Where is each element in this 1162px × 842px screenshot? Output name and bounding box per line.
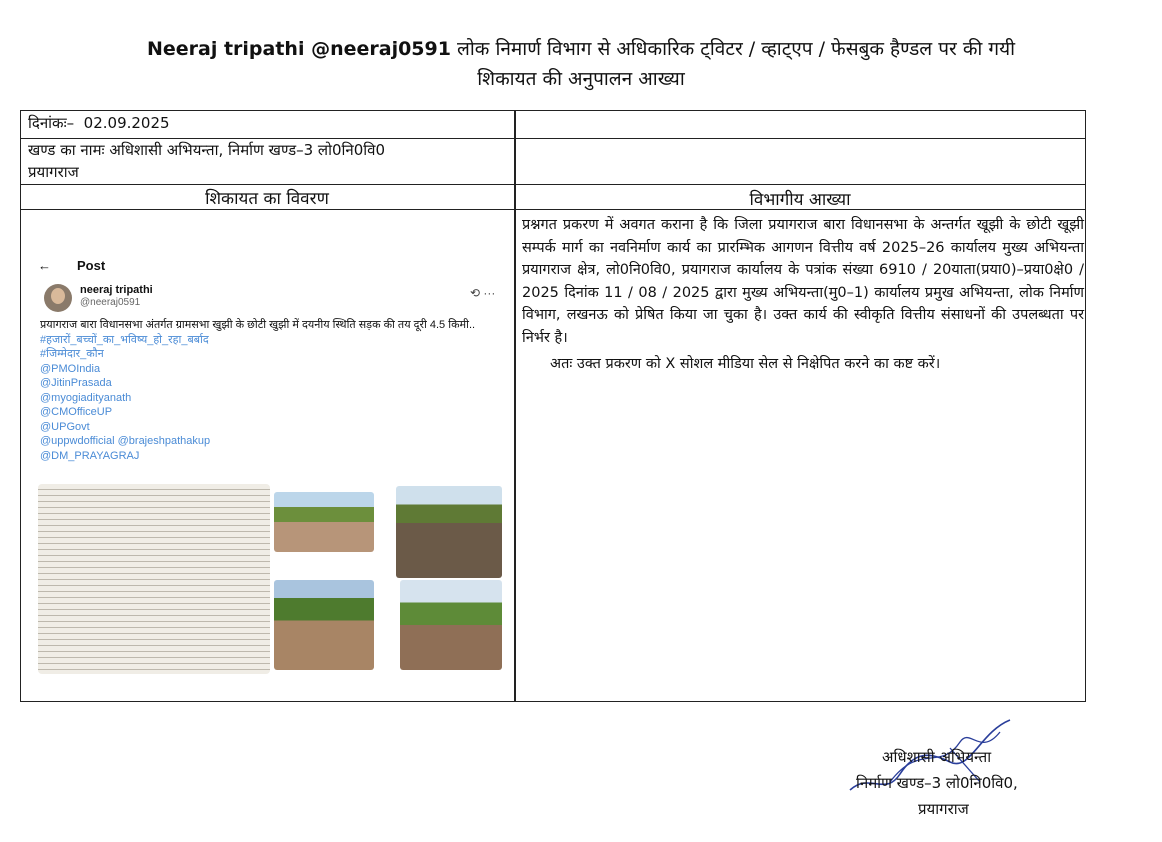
title-line-1: Neeraj tripathi @neeraj0591 लोक निमार्ण विभाग से अधिकारिक ट्विटर / व्हाट्एप / फेसबुक हैण्डल पर की गयी [146, 38, 1016, 60]
complaint-details-header: शिकायत का विवरण [205, 189, 329, 209]
document-title [40, 34, 1122, 94]
signatory-division: निर्माण खण्ड–3 लो0नि0वि0, [856, 774, 1018, 792]
tweet-tag: @PMOIndia [40, 362, 101, 375]
row-divider [20, 184, 1086, 185]
tweet-tag: #जिम्मेदार_कौन [40, 348, 104, 360]
tweet-tag: @DM_PRAYAGRAJ [40, 449, 140, 462]
avatar [44, 284, 72, 312]
letter-image [38, 484, 270, 674]
signature-block [820, 744, 1090, 822]
back-arrow-icon: ← [38, 258, 51, 273]
road-photo [274, 492, 374, 552]
road-photo [400, 580, 502, 670]
more-options-icon: ⟲ ··· [470, 286, 496, 300]
tweet-body [40, 318, 490, 463]
complainant-name: Neeraj tripathi @neeraj0591 [146, 38, 451, 60]
report-paragraph: प्रश्नगत प्रकरण में अवगत कराना है कि जिला प्रयागराज बारा विधानसभा के अन्तर्गत खूझी के छोटी खूझी सम्पर्क मार्ग का नवनिर्माण कार्य का प्रारम्भिक आगणन वित्तीय वर्ष 2025–26 कार्यालय मुख्य अभियन्ता प्रयागराज क्षेत्र, लो0नि0वि0, प्रयागराज कार्यालय के पत्रांक संख्या 6910 / 20याता(प्रया0)–प्रया0क्षे0 / 2025 दिनांक 11 / 08 / 2025 द्वारा मुख्य अभियन्ता(मु0–1) कार्यालय प्रमुख अभियन्ता, लोक निर्माण विभाग, लखनऊ को प्रेषित किया जा चुका है। उक्त कार्य की स्वीकृति वित्तीय संसाधनों की उपलब्धता पर निर्भर है। [522, 217, 1084, 346]
division-value: अधिशासी अभियन्ता, निर्माण खण्ड–3 लो0नि0वि0 [109, 141, 386, 159]
division-cell: खण्ड का नामः अधिशासी अभियन्ता, निर्माण खण्ड–3 लो0नि0वि0 प्रयागराज [28, 141, 386, 181]
tweet-screenshot [30, 252, 508, 692]
tweet-tag: @myogiadityanath [40, 391, 132, 404]
tweet-tag: #हजारों_बच्चों_का_भविष्य_हो_रहा_बर्बाद [40, 333, 209, 346]
date-value: 02.09.2025 [83, 114, 170, 132]
tweet-tag: @CMOfficeUP [40, 406, 113, 418]
tweet-tag: @UPGovt [40, 420, 90, 433]
road-photo [396, 486, 502, 578]
signatory-city: प्रयागराज [918, 800, 969, 818]
date-cell: दिनांकः– 02.09.2025 [28, 114, 170, 132]
department-report-header: विभागीय आख्या [749, 190, 851, 210]
tweet-tag: @JitinPrasada [40, 377, 112, 389]
tweet-tag: @uppwdofficial @brajeshpathakup [40, 435, 211, 447]
road-photo [274, 580, 374, 670]
report-request: अतः उक्त प्रकरण को X सोशल मीडिया सेल से निक्षेपित करने का कष्ट करें। [550, 356, 941, 372]
title-line-2: शिकायत की अनुपालन आख्या [477, 68, 685, 90]
department-report-text [522, 214, 1084, 376]
tweet-author-handle: @neeraj0591 [80, 297, 141, 308]
signatory-title: अधिशासी अभियन्ता [882, 748, 992, 766]
tweet-text: प्रयागराज बारा विधानसभा अंतर्गत ग्रामसभा खुझी के छोटी खुझी में दयनीय स्थिति सड़क की तय दूरी 4.5 किमी.. [40, 319, 476, 331]
tweet-header: ← Post [38, 258, 106, 273]
tweet-author-name: neeraj tripathi [80, 284, 153, 296]
